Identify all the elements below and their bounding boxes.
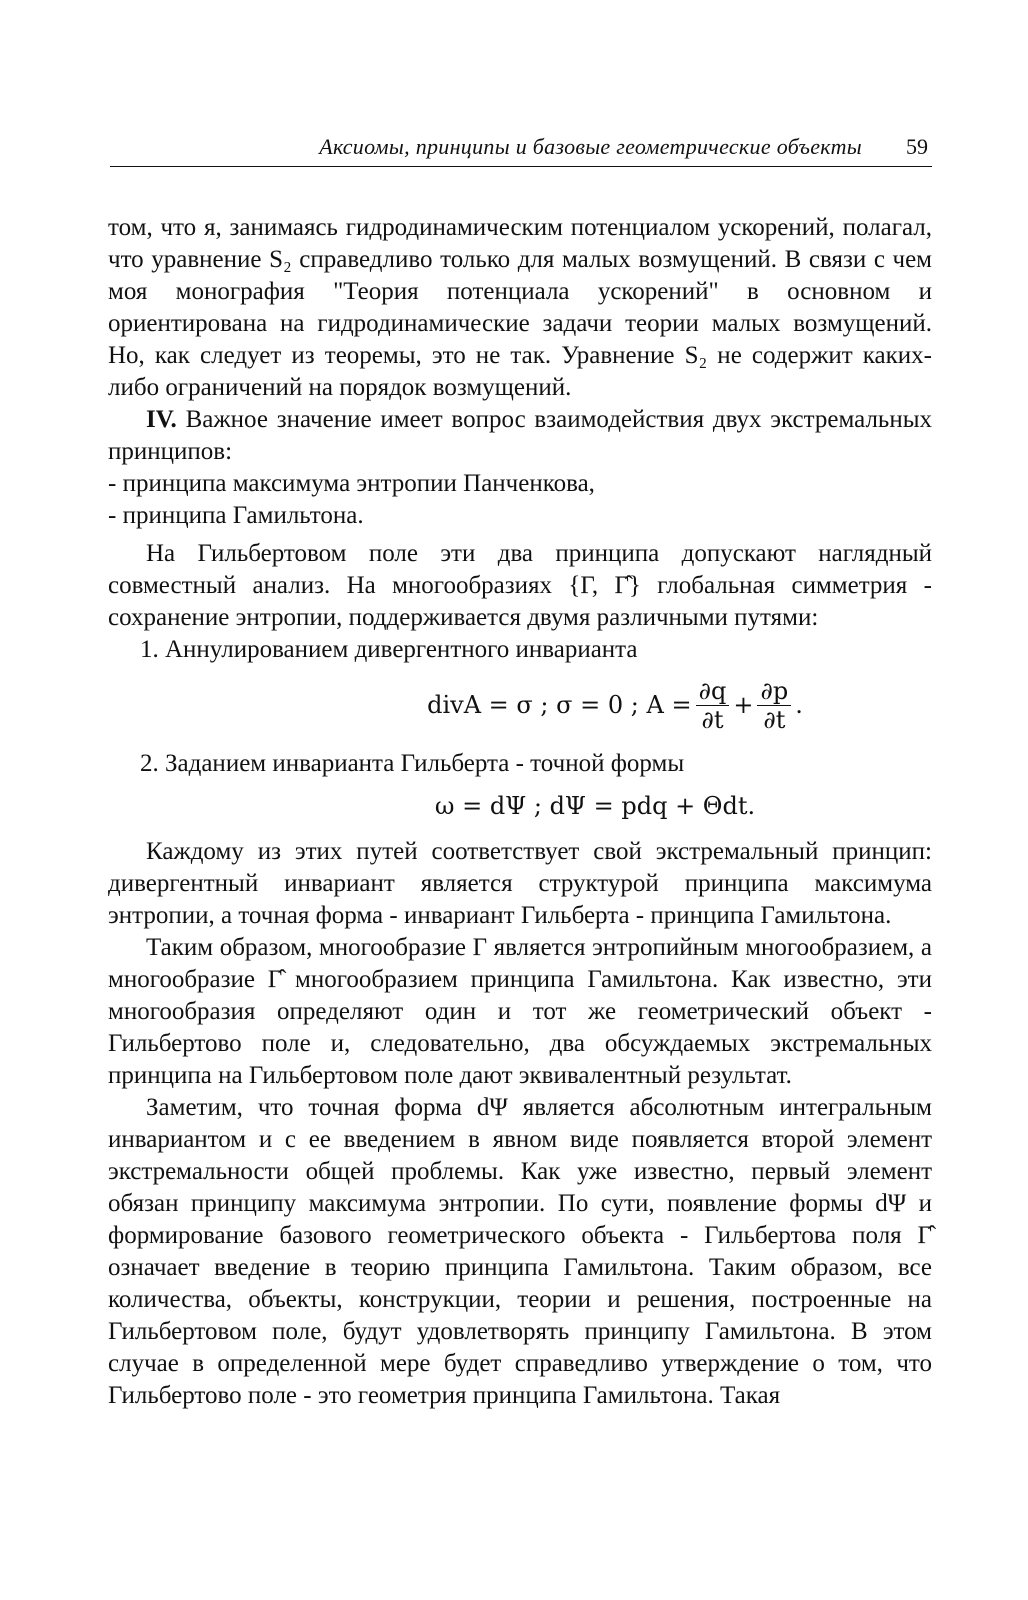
formula-hilbert-invariant: ω = dΨ ; dΨ = pdq + Θdt.: [434, 792, 756, 820]
running-title: Аксиомы, принципы и базовые геометрические объекты: [319, 134, 862, 159]
page-number: 59: [906, 134, 928, 159]
formula-left: divA = σ ; σ = 0 ; A =: [427, 691, 692, 719]
fraction-denominator: ∂t: [701, 705, 724, 734]
paragraph-1: том, что я, занимаясь гидродинамическим потенциалом ускорений, полагал, что уравнение S₂ справедливо только для малых возмущений. В связи с чем моя монография "Теория потенциала ускорений" в основном и ориентирована на гидродинамические задачи теории малых возмущений. Но, как следует из теоремы, это не так. Уравнение S₂ не содержит каких-либо ограничений на порядок возмущений.: [108, 214, 932, 401]
enum-item-1: 1. Аннулированием дивергентного инварианта: [140, 636, 638, 663]
fraction-dp-dt: [757, 677, 791, 734]
paragraph-5: Таким образом, многообразие Γ является энтропийным многообразием, а многообразие Γ̂ многообразием принципа Гамильтона. Как известно, эти многообразия определяют один и тот же геометрический объект - Гильбертово поле и, следовательно, два обсуждаемых экстремальных принципа на Гильбертовом поле дают эквивалентный результат.: [108, 934, 932, 1089]
fraction-dq-dt: [696, 677, 730, 734]
paragraph-4: Каждому из этих путей соответствует свой экстремальный принцип: дивергентный инвариант является структурой принципа максимума энтропии, а точная форма - инвариант Гильберта - принципа Гамильтона.: [108, 838, 932, 929]
section-label: IV.: [146, 406, 177, 433]
formula-plus: +: [733, 691, 754, 719]
paragraph-6: Заметим, что точная форма dΨ является абсолютным интегральным инвариантом и с ее введением в явном виде появляется второй элемент экстремальности общей проблемы. Как уже известно, первый элемент обязан принципу максимума энтропии. По сути, появление формы dΨ и формирование базового геометрического объекта - Гильбертова поля Γ̂ означает введение в теорию принципа Гамильтона. Таким образом, все количества, объекты, конструкции, теории и решения, построенные на Гильбертовом поле, будут удовлетворять принципу Гамильтона. В этом случае в определенной мере будет справедливо утверждение о том, что Гильбертово поле - это геометрия принципа Гамильтона. Такая: [108, 1094, 932, 1409]
page-body: [108, 212, 932, 1412]
fraction-denominator: ∂t: [763, 705, 786, 734]
formula-divergence: [108, 676, 932, 734]
enum-item-2: 2. Заданием инварианта Гильберта - точной формы: [140, 750, 685, 777]
paragraph-3: На Гильбертовом поле эти два принципа допускают наглядный совместный анализ. На многообразиях {Γ, Γ̂} глобальная симметрия - сохранение энтропии, поддерживается двумя различными путями:: [108, 540, 932, 631]
formula-end: .: [795, 691, 803, 719]
list-item: - принципа Гамильтона.: [108, 502, 364, 529]
paragraph-2: [108, 404, 932, 468]
paragraph-2-text: Важное значение имеет вопрос взаимодействия двух экстремальных принципов:: [108, 406, 933, 465]
fraction-numerator: ∂q: [696, 677, 730, 706]
page-header: [110, 132, 932, 167]
list-item: - принципа максимума энтропии Панченкова,: [108, 470, 595, 497]
fraction-numerator: ∂p: [757, 677, 791, 706]
